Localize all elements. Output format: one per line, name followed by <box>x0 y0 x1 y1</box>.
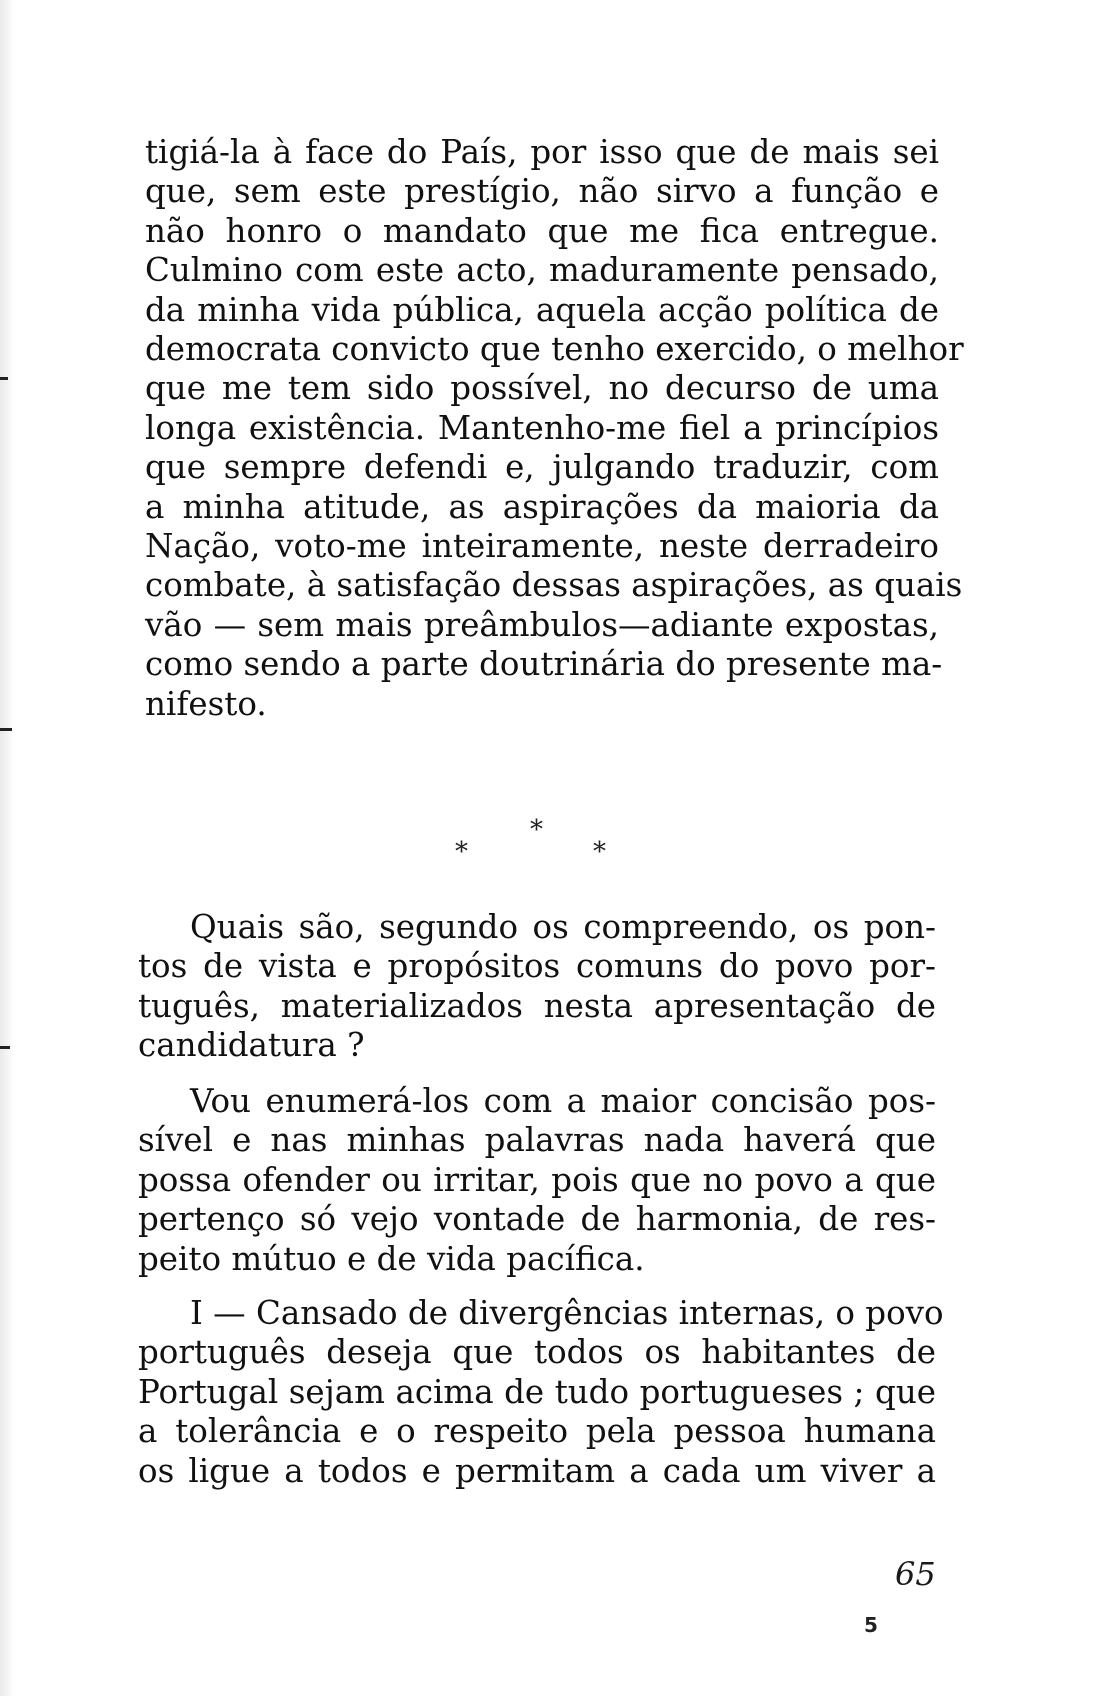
text-line: candidatura ? <box>138 1026 365 1065</box>
text-line: tuguês, materializados nesta apresentação de <box>138 986 936 1025</box>
signature-mark: 5 <box>864 1613 878 1637</box>
text-line: a minha atitude, as aspirações da maioria da <box>145 487 939 526</box>
text-line: combate, à satisfação dessas aspirações, as quais <box>145 566 963 605</box>
text-line: Culmino com este acto, maduramente pensado, <box>145 251 939 290</box>
text-line: democrata convicto que tenho exercido, o melhor <box>145 330 964 369</box>
text-line: Portugal sejam acima de tudo portugueses ; que <box>138 1372 936 1411</box>
text-line: pertenço só vejo vontade de harmonia, de res- <box>138 1200 936 1239</box>
text-line: Vou enumerá-los com a maior concisão pos- <box>190 1082 936 1120</box>
text-line: da minha vida pública, aquela acção política de <box>145 290 939 329</box>
text-line: nifesto. <box>145 684 267 723</box>
text-line: Quais são, segundo os compreendo, os pon- <box>190 908 936 946</box>
text-line: vão — sem mais preâmbulos—adiante expostas, <box>145 605 939 644</box>
scan-edge <box>0 0 14 1696</box>
scan-edge-tick <box>0 377 8 380</box>
paragraph-question <box>138 908 936 1066</box>
text-line: longa existência. Mantenho-me fiel a princípios <box>145 408 939 447</box>
page-number: 65 <box>895 1555 936 1593</box>
asterisk-glyph: * <box>593 837 606 867</box>
text-line: que sempre defendi e, julgando traduzir, com <box>145 448 939 487</box>
text-line: tos de vista e propósitos comuns do povo por- <box>138 947 936 986</box>
text-line: sível e nas minhas palavras nada haverá que <box>138 1121 936 1160</box>
asterisk-glyph: * <box>455 837 468 867</box>
text-line: Nação, voto-me inteiramente, neste derradeiro <box>145 527 939 566</box>
scan-edge-tick <box>0 1046 10 1049</box>
paragraph-point-one <box>138 1294 944 1491</box>
paragraph-continuation <box>145 133 964 724</box>
section-asterism <box>455 815 625 865</box>
scan-edge-tick <box>0 728 12 731</box>
text-line: como sendo a parte doutrinária do presente ma- <box>145 645 943 684</box>
text-line: possa ofender ou irritar, pois que no povo a que <box>138 1160 936 1199</box>
text-line: os ligue a todos e permitam a cada um viver a <box>138 1451 936 1490</box>
text-line: tigiá-la à face do País, por isso que de mais sei <box>145 133 939 171</box>
text-line: I — Cansado de divergências internas, o povo <box>190 1294 944 1332</box>
paragraph-enumeration-intro <box>138 1082 936 1279</box>
text-line: a tolerância e o respeito pela pessoa humana <box>138 1412 936 1451</box>
text-line: que me tem sido possível, no decurso de uma <box>145 369 939 408</box>
text-line: peito mútuo e de vida pacífica. <box>138 1239 645 1278</box>
text-line: português deseja que todos os habitantes de <box>138 1333 936 1372</box>
text-line: que, sem este prestígio, não sirvo a função e <box>145 172 939 211</box>
asterisk-glyph: * <box>530 815 543 845</box>
text-line: não honro o mandato que me fica entregue. <box>145 211 939 250</box>
